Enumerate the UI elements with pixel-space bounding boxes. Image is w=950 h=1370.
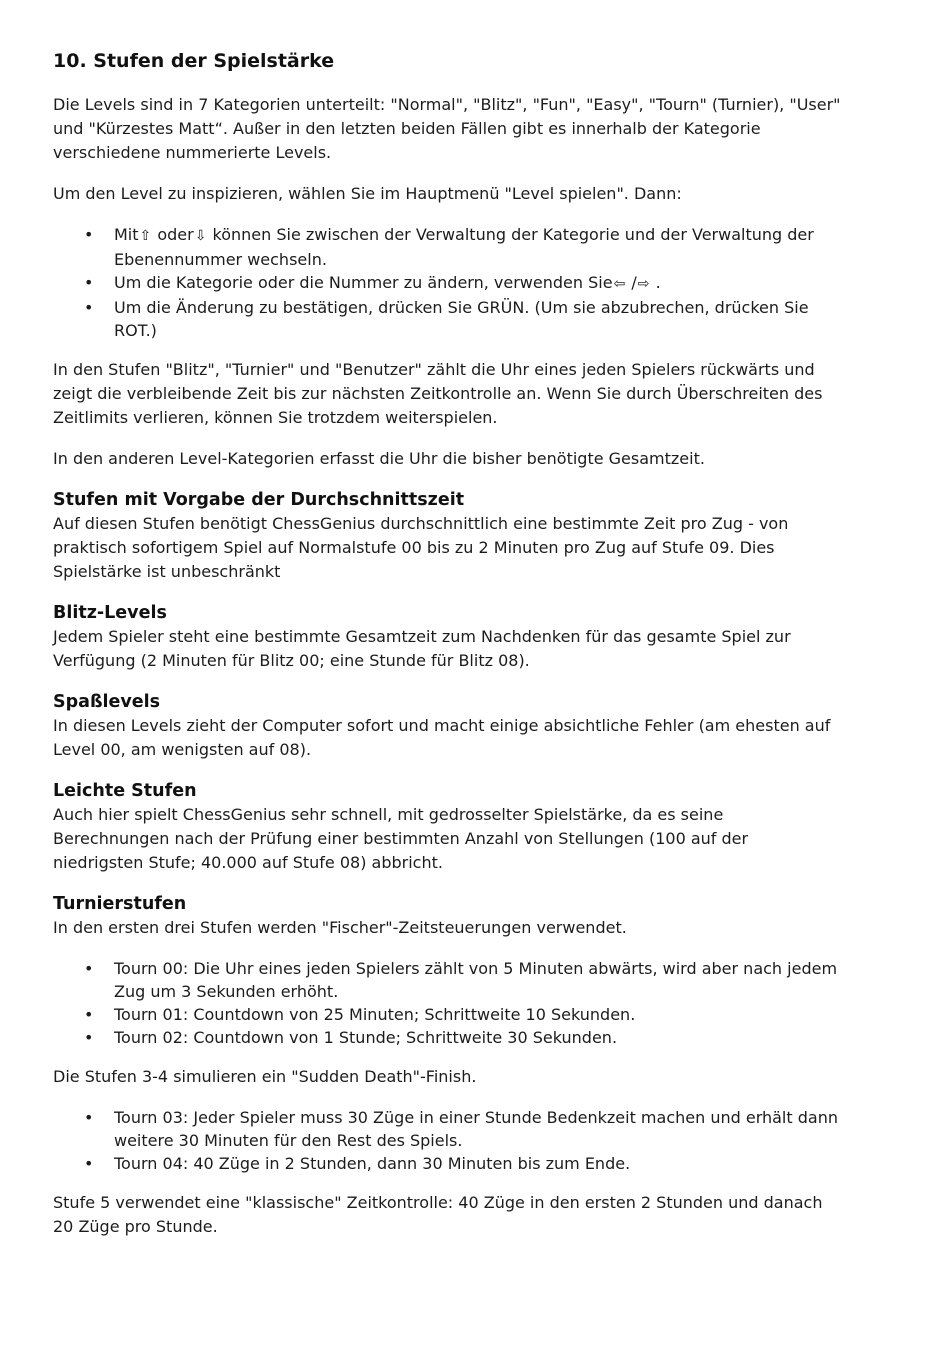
arrow-up-icon: ⇧	[139, 228, 152, 244]
arrow-down-icon: ⇩	[194, 228, 207, 244]
section-text-fun: In diesen Levels zieht der Computer sofort und macht einige absichtliche Fehler (am ehesten auf Level 00, am wenigsten auf 08).	[53, 716, 831, 759]
tournament-fischer-list	[53, 957, 843, 1049]
section-text-average-time: Auf diesen Stufen benötigt ChessGenius durchschnittlich eine bestimmte Zeit pro Zug - von praktisch sofortigem Spiel auf Normalstufe 00 bis zu 2 Minuten pro Zug auf Stufe 09. Dies Spielstärke ist unbeschränkt	[53, 514, 789, 581]
intro-paragraph: Die Levels sind in 7 Kategorien unterteilt: "Normal", "Blitz", "Fun", "Easy", "Tourn" (Turnier), "User" und "Kürzestes Matt“. Außer in den letzten beiden Fällen gibt es innerhalb der Kategorie verschiedene nummerierte Levels.	[53, 95, 841, 162]
section-text-tournament: In den ersten drei Stufen werden "Fischer"-Zeitsteuerungen verwendet.	[53, 918, 627, 937]
list-item: • Um die Kategorie oder die Nummer zu ändern, verwenden Sie⇦ /⇨ .	[53, 271, 843, 296]
arrow-left-icon: ⇦	[613, 276, 626, 292]
list-item: • Tourn 04: 40 Züge in 2 Stunden, dann 30 Minuten bis zum Ende.	[53, 1152, 843, 1175]
tournament-sudden-death-list	[53, 1106, 843, 1175]
list-item: • Mit⇧ oder⇩ können Sie zwischen der Verwaltung der Kategorie und der Verwaltung der Ebenennummer wechseln.	[53, 223, 843, 271]
classic-control-paragraph: Stufe 5 verwendet eine "klassische" Zeitkontrolle: 40 Züge in den ersten 2 Stunden und danach 20 Züge pro Stunde.	[53, 1193, 823, 1236]
list-item: • Tourn 03: Jeder Spieler muss 30 Züge in einer Stunde Bedenkzeit machen und erhält dann weitere 30 Minuten für den Rest des Spiels.	[53, 1106, 843, 1152]
section-heading-easy: Leichte Stufen	[53, 781, 197, 801]
list-item: • Tourn 02: Countdown von 1 Stunde; Schrittweite 30 Sekunden.	[53, 1026, 843, 1049]
section-heading-tournament: Turnierstufen	[53, 894, 187, 914]
section-text-easy: Auch hier spielt ChessGenius sehr schnell, mit gedrosselter Spielstärke, da es seine Berechnungen nach der Prüfung einer bestimmten Anzahl von Stellungen (100 auf der niedrigsten Stufe; 40.000 auf Stufe 08) abbricht.	[53, 805, 749, 872]
section-heading-blitz: Blitz-Levels	[53, 603, 167, 623]
list-item: • Tourn 00: Die Uhr eines jeden Spielers zählt von 5 Minuten abwärts, wird aber nach jedem Zug um 3 Sekunden erhöht.	[53, 957, 843, 1003]
level-menu-bullets	[53, 223, 843, 342]
arrow-right-icon: ⇨	[637, 276, 650, 292]
clock-paragraph-2: In den anderen Level-Kategorien erfasst die Uhr die bisher benötigte Gesamtzeit.	[53, 449, 705, 468]
sudden-death-paragraph: Die Stufen 3-4 simulieren ein "Sudden Death"-Finish.	[53, 1067, 477, 1086]
section-text-blitz: Jedem Spieler steht eine bestimmte Gesamtzeit zum Nachdenken für das gesamte Spiel zur Verfügung (2 Minuten für Blitz 00; eine Stunde für Blitz 08).	[53, 627, 791, 670]
inspect-paragraph: Um den Level zu inspizieren, wählen Sie im Hauptmenü "Level spielen". Dann:	[53, 184, 682, 203]
list-item: • Um die Änderung zu bestätigen, drücken Sie GRÜN. (Um sie abzubrechen, drücken Sie ROT.)	[53, 296, 843, 342]
list-item: • Tourn 01: Countdown von 25 Minuten; Schrittweite 10 Sekunden.	[53, 1003, 843, 1026]
section-heading-fun: Spaßlevels	[53, 692, 161, 712]
page-title: 10. Stufen der Spielstärke	[53, 50, 335, 72]
section-heading-average-time: Stufen mit Vorgabe der Durchschnittszeit	[53, 490, 465, 510]
clock-paragraph-1: In den Stufen "Blitz", "Turnier" und "Benutzer" zählt die Uhr eines jeden Spielers rückwärts und zeigt die verbleibende Zeit bis zur nächsten Zeitkontrolle an. Wenn Sie durch Überschreiten des Zeitlimits verlieren, können Sie trotzdem weiterspielen.	[53, 360, 823, 427]
document-page	[53, 48, 843, 1256]
